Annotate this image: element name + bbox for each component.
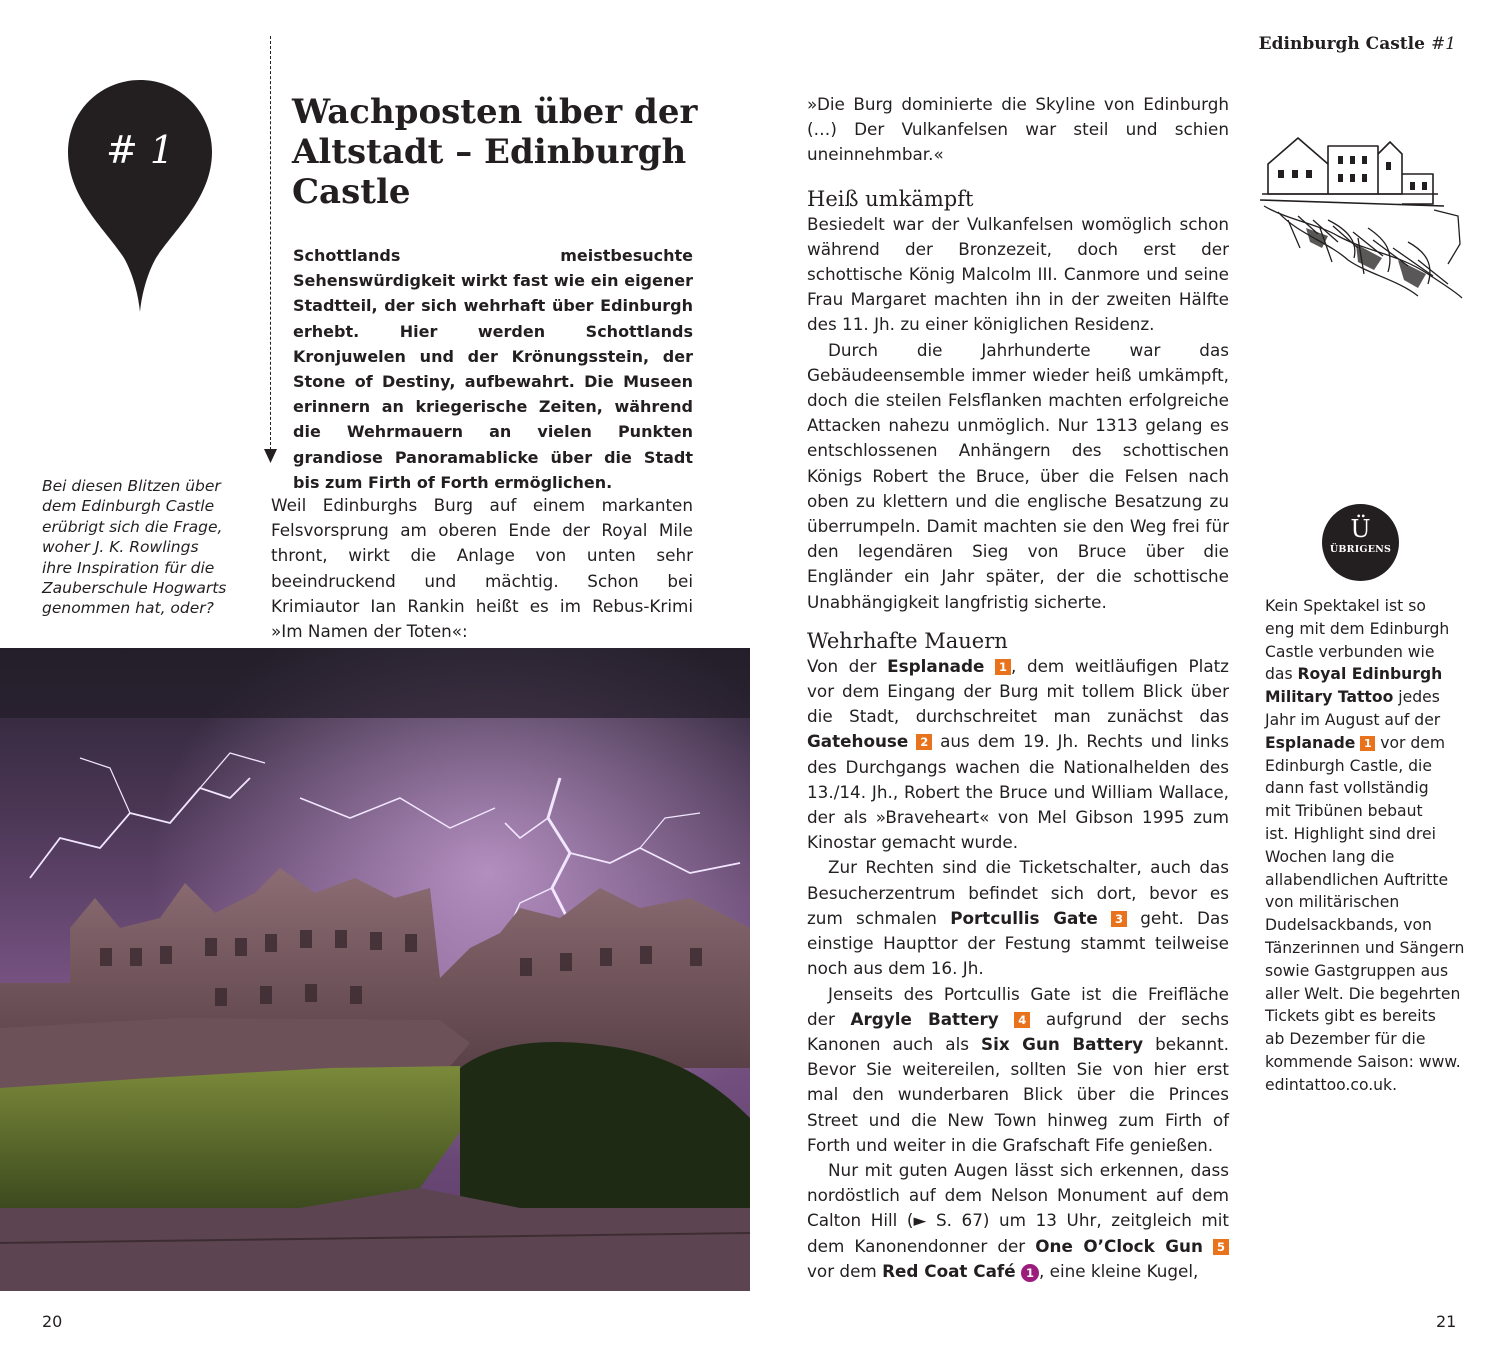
sidebar-line: Dudelsackbands, von (1265, 916, 1432, 935)
dashed-rule (270, 36, 271, 450)
sidebar-line: Military Tattoo jedes (1265, 688, 1440, 707)
uebrigens-letter: Ü (1350, 515, 1371, 543)
sidebar-line: Tänzerinnen und Sängern (1265, 938, 1465, 957)
sidebar-line: von militärischen (1265, 893, 1400, 912)
sidebar-line: dann fast vollständig (1265, 779, 1429, 798)
sidebar-line: sowie Gastgruppen aus (1265, 961, 1449, 980)
caption-line: ihre Inspiration für die (42, 558, 215, 577)
heading-wehrhafte-mauern: Wehrhafte Mauern (807, 628, 1008, 653)
castle-lightning-photo (0, 648, 750, 1291)
quote-paragraph: »Die Burg dominierte die Skyline von Edinburgh (…) Der Vulkanfelsen war steil und schien uneinnehmbar.« (807, 94, 1229, 165)
caption-line: Zauberschule Hogwarts (42, 579, 227, 598)
sidebar-line: edintattoo.co.uk. (1265, 1075, 1398, 1094)
paragraph: Nur mit guten Augen lässt sich erkennen, dass nordöstlich auf dem Nelson Monument auf dem Calton Hill (► S. 67) um 13 Uhr, zeitgleich mit dem Kanonendonner der One O’Clock Gun 5 vor dem Red Coat Café 1 , eine kleine Kugel, (807, 1159, 1230, 1281)
sidebar-line: Edinburgh Castle, die (1265, 756, 1432, 775)
paragraph: Jenseits des Portcullis Gate ist die Freifläche der Argyle Battery 4 aufgrund der sechs Kanonen auch als Six Gun Battery bekannt. Bevor Sie weitereilen, sollten Sie von hier erst mal den wunderbaren Blick über die Princes Street und die New Town hinweg zum Firth of Forth und weiter in die Grafschaft Fife genießen. (807, 983, 1230, 1155)
place-gatehouse: Gatehouse (807, 731, 909, 752)
sidebar-line: allabendlichen Auftritte (1265, 870, 1449, 889)
place-red-coat-cafe: Red Coat Café (882, 1260, 1016, 1281)
sidebar-line: Wochen lang die (1265, 847, 1395, 866)
castle-sketch-icon (1258, 124, 1464, 300)
running-head-title: Edinburgh Castle (1258, 34, 1425, 54)
main-column (807, 92, 1229, 1284)
caption-line: woher J. K. Rowlings (42, 538, 199, 557)
article-title (292, 92, 752, 212)
map-ref-badge: 5 (1213, 1239, 1229, 1255)
place-six-gun-battery: Six Gun Battery (981, 1033, 1144, 1054)
uebrigens-badge (1322, 504, 1399, 581)
page-number-left: 20 (42, 1312, 63, 1331)
pin-label: # 1 (105, 128, 175, 172)
map-ref-badge: 1 (995, 659, 1011, 675)
map-ref-badge: 4 (1014, 1012, 1030, 1028)
paragraph: Besiedelt war der Vulkanfelsen womöglich schon während der Bronzezeit, doch erst der schottische König Malcolm III. Canmore und seine Frau Margaret machten ihn in der zweiten Hälfte des 11. Jh. zu einer königlichen Residenz. (807, 213, 1229, 335)
caption-line: dem Edinburgh Castle (42, 497, 215, 516)
caption-line: erübrigt sich die Frage, (42, 517, 223, 536)
lead-paragraph: Schottlands meistbesuchte Sehenswürdigkeit wirkt fast wie ein eigener Stadtteil, der sich wehrhaft über Edinburgh erhebt. Hier werden Schottlands Kronjuwelen und der Krönungsstein, der Stone of Destiny, aufbewahrt. Die Museen erinnern an kriegerische Zeiten, während die Wehrmauern an vielen Punkten grandiose Panoramablicke über die Stadt bis zum Firth of Forth ermöglichen. (293, 246, 693, 492)
title-line-3: Castle (292, 172, 411, 212)
sidebar-line: Tickets gibt es bereits (1265, 1007, 1436, 1026)
sidebar-line: Esplanade 1 vor dem (1265, 733, 1446, 752)
place-argyle-battery: Argyle Battery (850, 1008, 999, 1029)
title-line-2: Altstadt – Edinburgh (292, 132, 687, 172)
page-number-right: 21 (1436, 1312, 1457, 1331)
sidebar-uebrigens (1265, 595, 1475, 1097)
sidebar-line: das Royal Edinburgh (1265, 665, 1443, 684)
sidebar-line: mit Tribünen bebaut (1265, 802, 1423, 821)
page-ref-arrow-icon: ► (913, 1210, 927, 1231)
sidebar-line: Castle verbunden wie (1265, 642, 1435, 661)
map-ref-badge: 3 (1111, 911, 1127, 927)
title-line-1: Wachposten über der (292, 92, 698, 132)
sidebar-line: aller Welt. Die begehrten (1265, 984, 1461, 1003)
paragraph: Zur Rechten sind die Ticketschalter, auch das Besucherzentrum befindet sich dort, bevor es zum schmalen Portcullis Gate 3 geht. Das einstige Haupttor der Festung stammt teilweise noch aus dem 16. Jh. (807, 857, 1229, 979)
place-portcullis-gate: Portcullis Gate (950, 907, 1098, 928)
map-pin-icon (68, 80, 212, 312)
sidebar-line: ist. Highlight sind drei (1265, 824, 1436, 843)
paragraph: Durch die Jahrhunderte war das Gebäudeensemble immer wieder heiß umkämpft, doch die steilen Felsflanken machten erfolgreiche Attacken nahezu unmöglich. Nur 1313 gelang es entschlossenen Anhängern des schottischen Königs Robert the Bruce, über die Felsen nach oben zu klettern und die englische Besatzung zu überrumpeln. Damit machten sie den Weg frei für den legendären Sieg von Bruce über die Engländer ein Jahr später, der die schottische Unabhängigkeit langfristig sicherte. (807, 339, 1229, 612)
arrow-down-icon (264, 449, 277, 463)
place-one-oclock-gun: One O’Clock Gun (1035, 1235, 1203, 1256)
place-esplanade: Esplanade (887, 655, 985, 676)
uebrigens-word: ÜBRIGENS (1329, 544, 1392, 555)
cafe-ref-badge: 1 (1021, 1264, 1039, 1282)
paragraph: Von der Esplanade 1 , dem weitläufigen Platz vor dem Eingang der Burg mit tollem Blick über die Stadt, durchschreitet man zunächst das Gatehouse 2 aus dem 19. Jh. Rechts und links des Durchgangs wachen die Nationalhelden des 13./14. Jh., Robert the Bruce und William Wallace, der als »Braveheart« von Mel Gibson 1995 zum Kinostar gemacht wurde. (807, 655, 1229, 853)
sidebar-line: ab Dezember für die (1265, 1030, 1426, 1049)
caption-line: genommen hat, oder? (42, 599, 214, 618)
map-ref-badge: 2 (916, 734, 932, 750)
sidebar-line: Jahr im August auf der (1265, 710, 1441, 729)
intro-paragraph: Weil Edinburghs Burg auf einem markanten Felsvorsprung am oberen Ende der Royal Mile thront, wirkt die Anlage von unten sehr beeindruckend und mächtig. Schon bei Krimiautor Ian Rankin heißt es im Rebus-Krimi »Im Namen der Toten«: (271, 495, 693, 642)
running-head (1259, 34, 1456, 54)
map-ref-badge: 1 (1360, 736, 1375, 751)
sidebar-line: kommende Saison: www. (1265, 1052, 1461, 1071)
sidebar-line: Kein Spektakel ist so (1265, 597, 1426, 615)
photo-caption (42, 476, 242, 619)
heading-heiss-umkaempft: Heiß umkämpft (807, 186, 974, 211)
sidebar-line: eng mit dem Edinburgh (1265, 619, 1450, 638)
caption-line: Bei diesen Blitzen über (42, 477, 221, 495)
running-head-number: #1 (1430, 34, 1456, 54)
